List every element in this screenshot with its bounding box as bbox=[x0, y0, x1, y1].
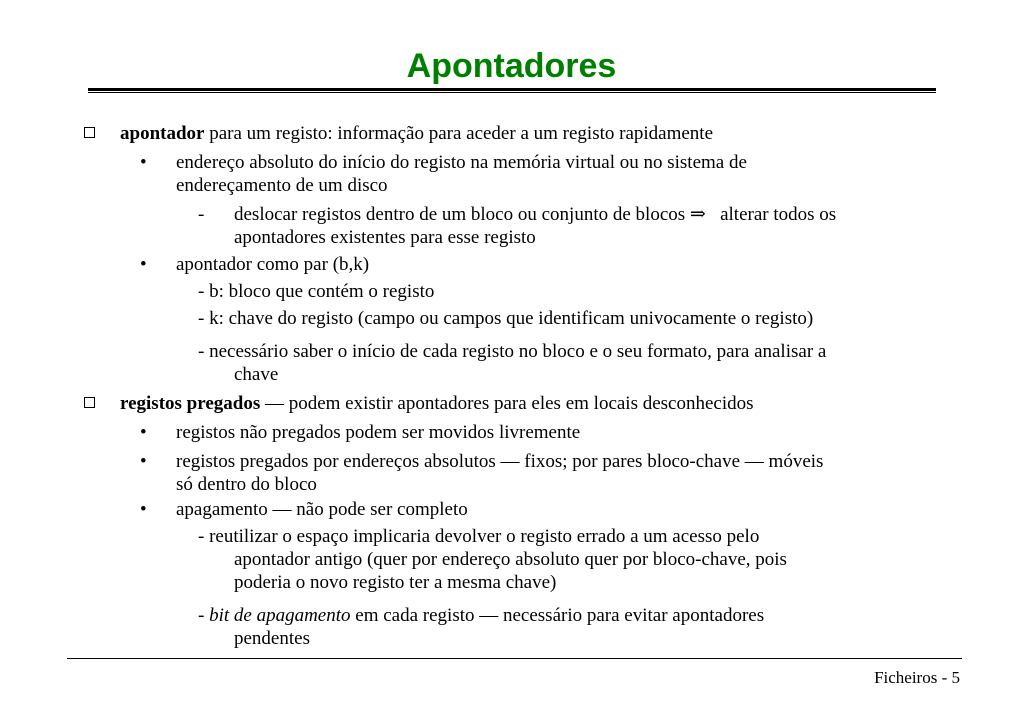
sub-bit-apagamento-cont: pendentes bbox=[234, 628, 310, 649]
sub-bit-text: em cada registo — necessário para evitar apontadores bbox=[350, 605, 765, 626]
bullet-icon: • bbox=[140, 152, 147, 173]
dash-deslocar-text-b: alterar todos os bbox=[705, 204, 837, 225]
sub-necessario-cont: chave bbox=[234, 364, 279, 385]
bullet-endereco-absoluto: endereço absoluto do início do registo na memória virtual ou no sistema de bbox=[176, 152, 747, 173]
sub-bit-apagamento bbox=[198, 604, 764, 627]
bullet-pregados-enderecos: registos pregados por endereços absolutos — fixos; por pares bloco-chave — móveis bbox=[176, 451, 824, 472]
bullet-pregados-enderecos-cont: só dentro do bloco bbox=[176, 474, 317, 495]
dash-deslocar-registos bbox=[234, 203, 836, 226]
implies-icon: ⇒ bbox=[689, 204, 706, 225]
section-registos-pregados-text: — podem existir apontadores para eles em locais desconhecidos bbox=[260, 393, 754, 414]
title-divider bbox=[88, 88, 936, 93]
term-bit-apagamento: bit de apagamento bbox=[209, 605, 351, 626]
section-apontador bbox=[120, 122, 713, 145]
bullet-icon: • bbox=[140, 422, 147, 443]
section-registos-pregados bbox=[120, 392, 754, 415]
bullet-apagamento: apagamento — não pode ser completo bbox=[176, 499, 468, 520]
section-apontador-text: para um registo: informação para aceder a um registo rapidamente bbox=[204, 123, 714, 144]
bullet-nao-pregados: registos não pregados podem ser movidos livremente bbox=[176, 422, 581, 443]
bullet-endereco-absoluto-cont: endereçamento de um disco bbox=[176, 175, 388, 196]
dash-deslocar-text: deslocar registos dentro de um bloco ou conjunto de blocos bbox=[234, 204, 690, 225]
term-registos-pregados: registos pregados bbox=[120, 393, 261, 414]
sub-reutilizar: - reutilizar o espaço implicaria devolver o registo errado a um acesso pelo bbox=[198, 526, 760, 547]
bullet-icon: • bbox=[140, 254, 147, 275]
sub-reutilizar-cont2: poderia o novo registo ter a mesma chave) bbox=[234, 572, 557, 593]
bullet-icon: • bbox=[140, 499, 147, 520]
term-apontador: apontador bbox=[120, 123, 205, 144]
page-title: Apontadores bbox=[406, 47, 617, 85]
sub-reutilizar-cont1: apontador antigo (quer por endereço absoluto quer por bloco-chave, pois bbox=[234, 549, 787, 570]
slide-footer: Ficheiros - 5 bbox=[874, 668, 960, 687]
sub-bloco: - b: bloco que contém o registo bbox=[198, 281, 435, 302]
bullet-par-bk: apontador como par (b,k) bbox=[176, 254, 370, 275]
square-bullet-icon bbox=[84, 127, 95, 138]
sub-bit-prefix: - bbox=[198, 605, 210, 626]
square-bullet-icon bbox=[84, 397, 95, 408]
dash-icon: - bbox=[198, 204, 205, 225]
footer-divider bbox=[67, 658, 962, 659]
sub-chave: - k: chave do registo (campo ou campos que identificam univocamente o registo) bbox=[198, 308, 814, 329]
bullet-icon: • bbox=[140, 451, 147, 472]
sub-necessario: - necessário saber o início de cada registo no bloco e o seu formato, para analisar a bbox=[198, 341, 827, 362]
dash-deslocar-registos-cont: apontadores existentes para esse registo bbox=[234, 227, 536, 248]
